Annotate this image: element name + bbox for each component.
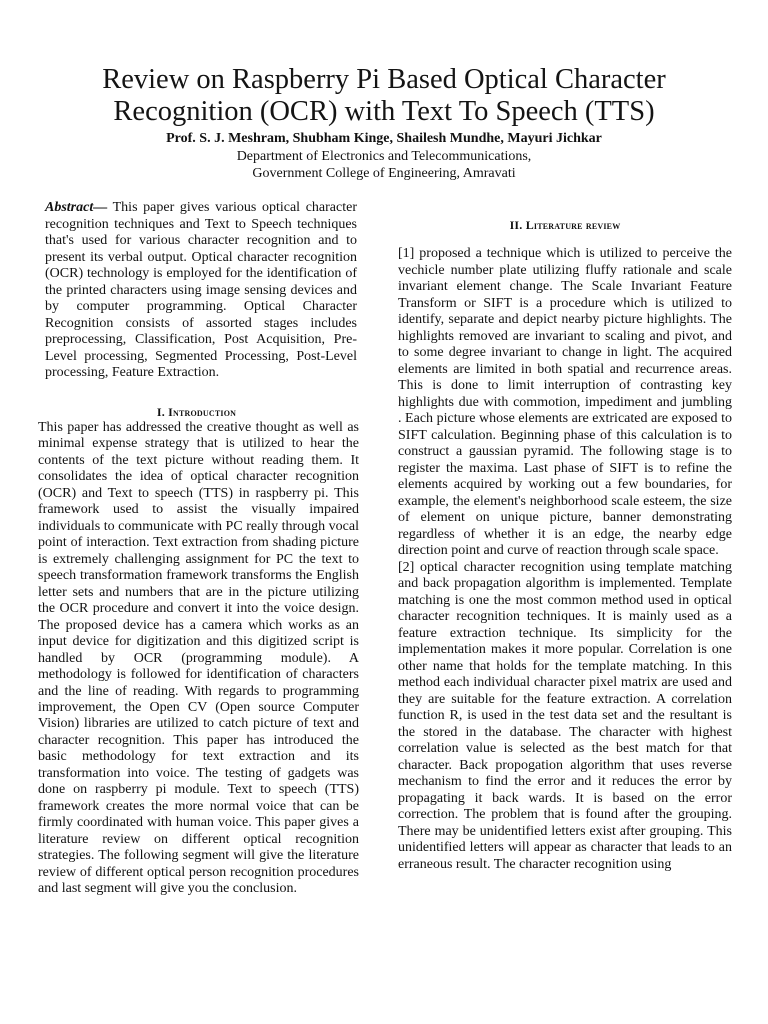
paper-title: Review on Raspberry Pi Based Optical Character Recognition (OCR) with Text To Speech (TTS)	[102, 64, 666, 127]
literature-review-heading: II. Literature review	[509, 218, 621, 232]
abstract-text: This paper gives various optical character recognition techniques and Text to Speech techniques that's used for various character recognition and to present its verbal output. Optical character recognition (OCR) technology is employed for the identification of the printed characters using image sensing devices and by computer programming. Optical Character Recognition consists of assorted stages includes preprocessing, Classification, Post Acquisition, Pre-Level processing, Segmented Processing, Post-Level processing, Feature Extraction.	[45, 200, 357, 380]
introduction-body: This paper has addressed the creative thought as well as minimal expense strategy that is utilized to hear the contents of the text picture without reading them. It consolidates the idea of optical character recognition (OCR) and Text to speech (TTS) in raspberry pi. This framework used to assist the visually impaired individuals to communicate with PC really through vocal point of interaction. Text extraction from shading picture is extremely challenging assignment for PC the text to speech transformation framework transforms the English letter sets and numbers that are in the picture utilizing the OCR procedure and convert it into the voice design. The proposed device has a camera which works as an input device for digitization and this digitized script is handled by OCR (programming module). A methodology is followed for identification of characters and the line of reading. With regards to programming improvement, the Open CV (Open source Computer Vision) libraries are utilized to catch picture of text and character recognition. This paper has introduced the basic methodology for text extraction and its transformation into voice. The testing of gadgets was done on raspberry pi module. Text to speech (TTS) framework creates the more normal voice that can be firmly coordinated with human voice. This paper gives a literature review on different optical recognition strategies. The following segment will give the literature review of different optical person recognition procedures and last segment will give you the conclusion.	[38, 420, 359, 897]
literature-review-body	[398, 246, 732, 873]
paper-affiliation	[30, 148, 738, 182]
abstract	[45, 200, 357, 382]
paper-authors: Prof. S. J. Meshram, Shubham Kinge, Shailesh Mundhe, Mayuri Jichkar	[166, 131, 602, 146]
abstract-label: Abstract—	[45, 200, 108, 215]
affiliation-department: Department of Electronics and Telecommunications,	[236, 149, 532, 164]
literature-paragraph-1: [1] proposed a technique which is utilized to perceive the vechicle number plate utilizing fluffy rationale and scale invariant element change. The Scale Invariant Feature Transform or SIFT is a procedure which is utilized to identify, separate and depict nearby picture highlights. The highlights removed are invariant to scaling and pivot, and to some degree invariant to change in light. The acquired elements are limited in both spatial and recurrence areas. This is done to limit interruption of contrasting key highlights due with commotion, impediment and jumbling . Each picture whose elements are extricated are exposed to SIFT calculation. Beginning phase of this calculation is to construct a gaussian pyramid. The following stage is to register the maxima. Last phase of SIFT is to refine the elements acquired by working out a few boundaries, for example, the element's neighborhood scale esteem, the size of element on unique picture, banner demonstrating regardless of whether it is an edge, the nearby edge direction point and curve of reaction through scale space.	[398, 246, 732, 558]
affiliation-college: Government College of Engineering, Amravati	[252, 166, 516, 181]
introduction-heading: I. Introduction	[156, 405, 237, 419]
literature-paragraph-2: [2] optical character recognition using template matching and back propagation algorithm is implemented. Template matching is one the most common method used in optical character recognition techniques. It is mainly used as a feature extraction technique. Its simplicity for the implementation makes it more popular. Correlation is one other name that holds for the template matching. In this method each individual character pixel matrix are used and they are suitable for the feature extraction. A correlation function R, is used in the test data set and the resultant is the stored in the database. The character with highest correlation value is selected as the best match for that character. Back propogation algorithm that uses reverse mechanism to find the error and it reduces the error by propagating it back wards. It is based on the error correction. The problem that is found after the grouping. There may be unidentified letters exist after grouping. This unidentified letters will appear as character that leads to an erraneous result. The character recognition using	[398, 559, 732, 872]
